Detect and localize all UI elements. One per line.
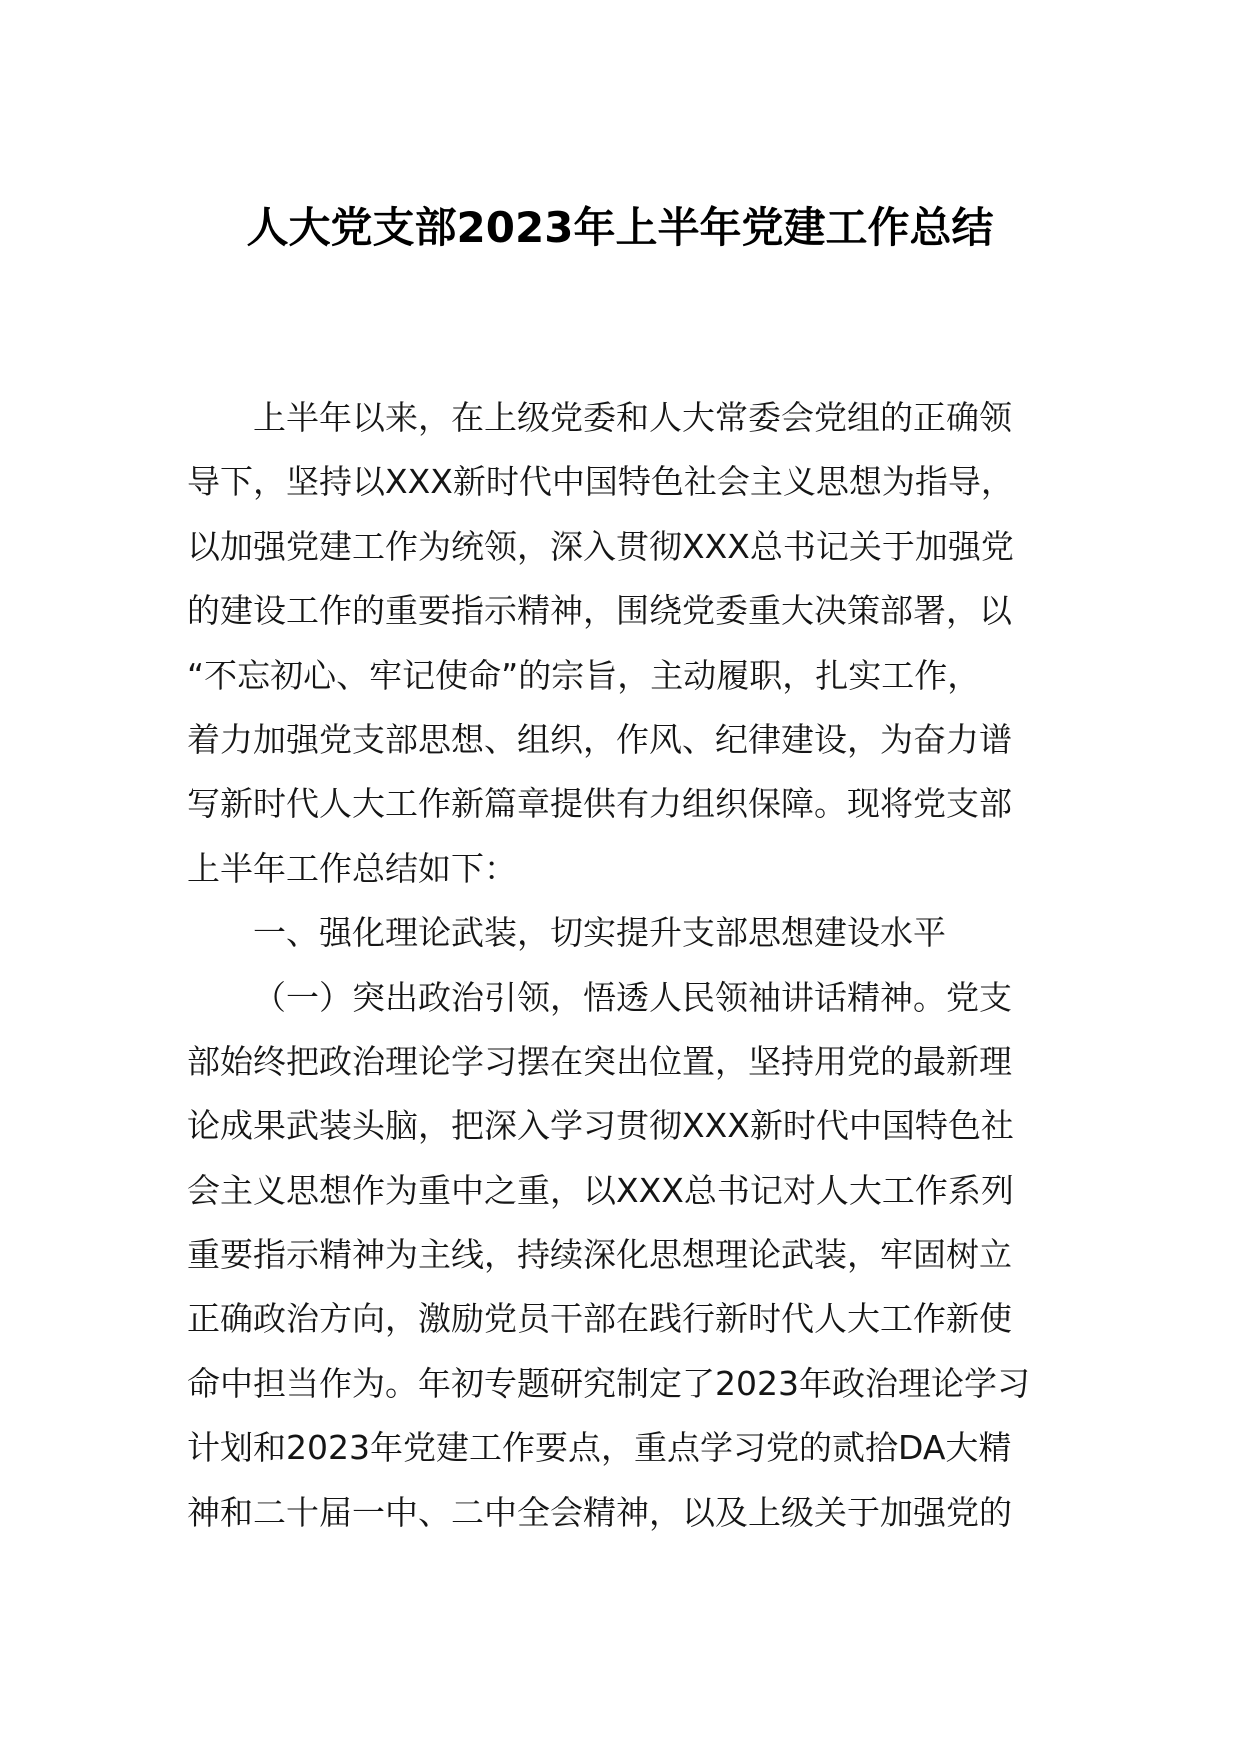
document-title: 人大党支部2023年上半年党建工作总结 bbox=[246, 203, 994, 252]
body-line: 上半年工作总结如下： bbox=[187, 848, 517, 888]
subsection-heading-line: （一）突出政治引领，悟透人民领袖讲话精神。党支 bbox=[253, 977, 1012, 1017]
body-line: 部始终把政治理论学习摆在突出位置，坚持用党的最新理 bbox=[187, 1041, 1012, 1081]
body-line: 重要指示精神为主线，持续深化思想理论武装，牢固树立 bbox=[187, 1235, 1012, 1275]
body-line: 神和二十届一中、二中全会精神，以及上级关于加强党的 bbox=[187, 1492, 1012, 1532]
body-line: 导下，坚持以XXX新时代中国特色社会主义思想为指导， bbox=[187, 462, 1014, 502]
body-line: 上半年以来，在上级党委和人大常委会党组的正确领 bbox=[253, 398, 1012, 437]
body-line: 的建设工作的重要指示精神，围绕党委重大决策部署，以 bbox=[187, 591, 1012, 631]
document-body bbox=[187, 386, 1057, 1545]
body-line: 会主义思想作为重中之重，以XXX总书记对人大工作系列 bbox=[187, 1170, 1014, 1210]
body-line: 正确政治方向，激励党员干部在践行新时代人大工作新使 bbox=[187, 1299, 1012, 1339]
body-line: “不忘初心、牢记使命”的宗旨，主动履职，扎实工作， bbox=[187, 655, 981, 695]
body-line: 着力加强党支部思想、组织，作风、纪律建设，为奋力谱 bbox=[187, 719, 1012, 759]
body-line: 写新时代人大工作新篇章提供有力组织保障。现将党支部 bbox=[187, 784, 1012, 824]
section-heading: 一、强化理论武装，切实提升支部思想建设水平 bbox=[253, 913, 946, 953]
body-line: 计划和2023年党建工作要点，重点学习党的贰拾DA大精 bbox=[187, 1428, 1012, 1468]
body-line: 以加强党建工作为统领，深入贯彻XXX总书记关于加强党 bbox=[187, 526, 1014, 566]
body-line: 命中担当作为。年初专题研究制定了2023年政治理论学习 bbox=[187, 1363, 1030, 1403]
body-line: 论成果武装头脑，把深入学习贯彻XXX新时代中国特色社 bbox=[187, 1106, 1014, 1146]
